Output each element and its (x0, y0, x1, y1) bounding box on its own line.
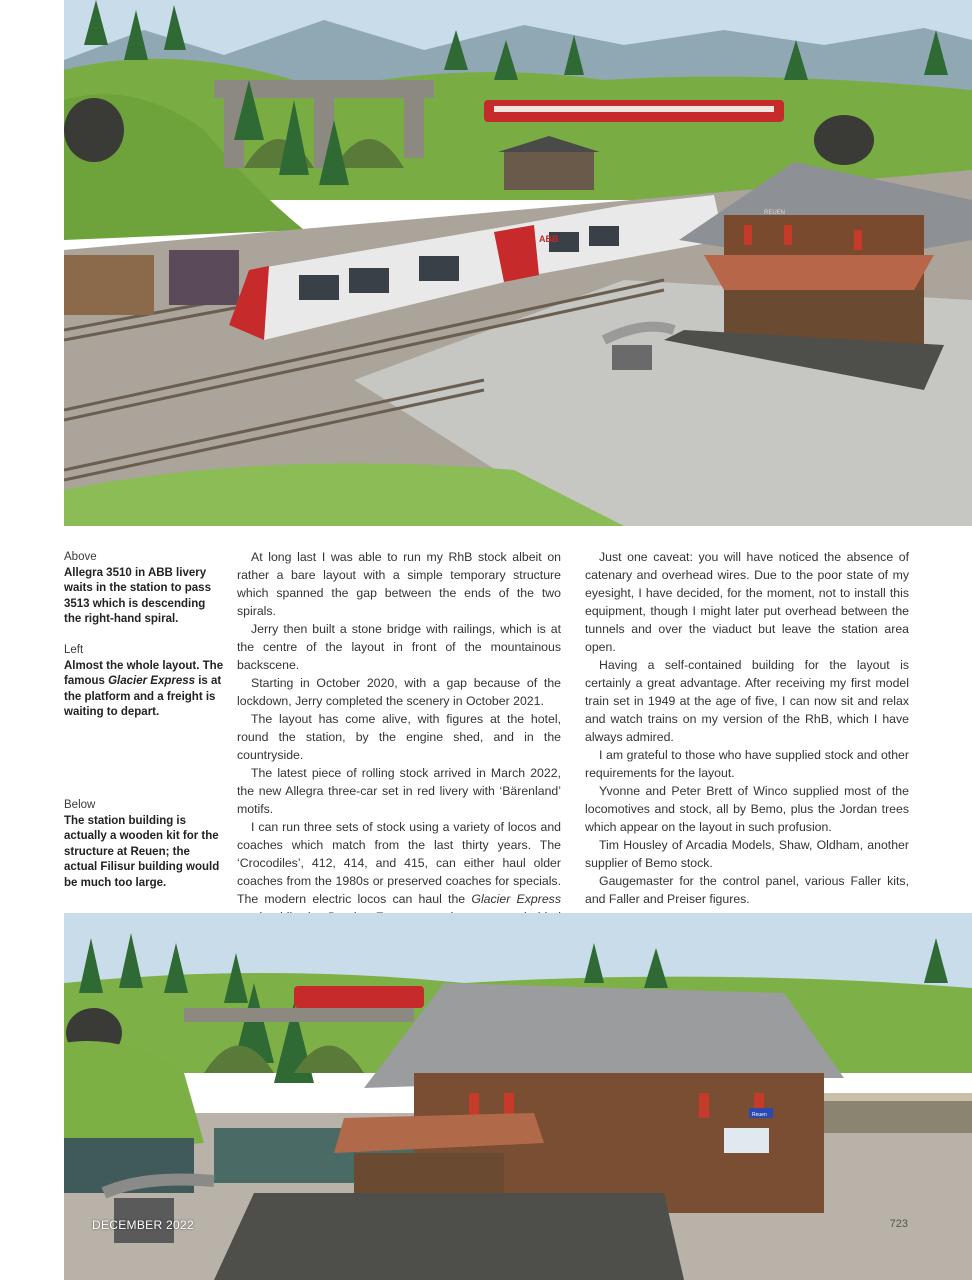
caption-left-text-b: is at the platform and a freight is waiting to depart. (64, 675, 222, 719)
paragraph: The latest piece of rolling stock arrived in March 2022, the new Allegra three-car set in red livery with ‘Bärenland’ motifs. (237, 766, 561, 816)
paragraph: Having a self-contained building for the layout is certainly a great advantage. After receiving my first model train set in 1949 at the age of five, I can now sit and relax and watch trains on my version of the RhB, which I have always admired. (585, 658, 909, 744)
paragraph: Tim Housley of Arcadia Models, Shaw, Oldham, another supplier of Bemo stock. (585, 838, 909, 870)
train-livery-label: ABB (539, 234, 559, 244)
footer-page-number: 723 (889, 1218, 908, 1230)
paragraph: Gaugemaster for the control panel, various Faller kits, and Faller and Preiser figures. (585, 874, 909, 906)
paragraph-italic: Glacier Express (471, 892, 561, 906)
caption-above-text: Allegra 3510 in ABB livery waits in the station to pass 3513 which is descending the right-hand spiral. (64, 566, 211, 626)
caption-below (64, 798, 224, 892)
paragraph: At long last I was able to run my RhB stock albeit on rather a bare layout with a simple temporary structure which spanned the gap between the ends of the two spirals. (237, 550, 561, 618)
article-column-1 (237, 548, 561, 944)
caption-below-label: Below (64, 799, 96, 811)
caption-below-text: The station building is actually a wooden kit for the structure at Reuen; the actual Filisur building would be much too large. (64, 814, 220, 889)
caption-above (64, 550, 224, 628)
footer-issue-date: DECEMBER 2022 (92, 1218, 194, 1232)
photo-top-illustration (64, 0, 972, 526)
paragraph: Just one caveat: you will have noticed the absence of catenary and overhead wires. Due to the poor state of my eyesight, I have decided, for the moment, not to install this equipment, though I might later put overhead between the tunnels and over the viaduct but leave the station area open. (585, 550, 909, 654)
paragraph: Yvonne and Peter Brett of Winco supplied most of the locomotives and stock, all by Bemo, plus the Jordan trees which appear on the layout in such profusion. (585, 784, 909, 834)
caption-left-label: Left (64, 644, 84, 656)
photo-bottom-illustration (64, 913, 972, 1280)
photo-bottom-station-building (64, 913, 972, 1280)
paragraph: Jerry then built a stone bridge with railings, which is at the centre of the layout in front of the mountainous backscene. (237, 622, 561, 672)
caption-left-text-italic: Glacier Express (108, 675, 196, 688)
paragraph: The layout has come alive, with figures at the hotel, round the station, by the engine shed, and in the countryside. (237, 712, 561, 762)
paragraph: Starting in October 2020, with a gap because of the lockdown, Jerry completed the scenery in October 2021. (237, 676, 561, 708)
caption-above-label: Above (64, 551, 97, 563)
photo-top-station-layout (64, 0, 972, 526)
paragraph: I am grateful to those who have supplied stock and other requirements for the layout. (585, 748, 909, 780)
paragraph-part: I can run three sets of stock using a variety of locos and coaches which match from the last thirty years. The ‘Crocodiles’, 412, 414, and 415, can either haul older coaches from the 1980s or preserved coaches for specials. The modern electric locos can haul the (237, 820, 561, 906)
station-sign-top: REUEN (764, 210, 786, 216)
article-column-2 (585, 548, 909, 908)
station-sign-bottom: Reuen (752, 1112, 767, 1118)
caption-left (64, 643, 224, 721)
caption-left-text-a: Almost the whole layout. The famous (64, 659, 224, 688)
caption-left-text (64, 659, 224, 721)
